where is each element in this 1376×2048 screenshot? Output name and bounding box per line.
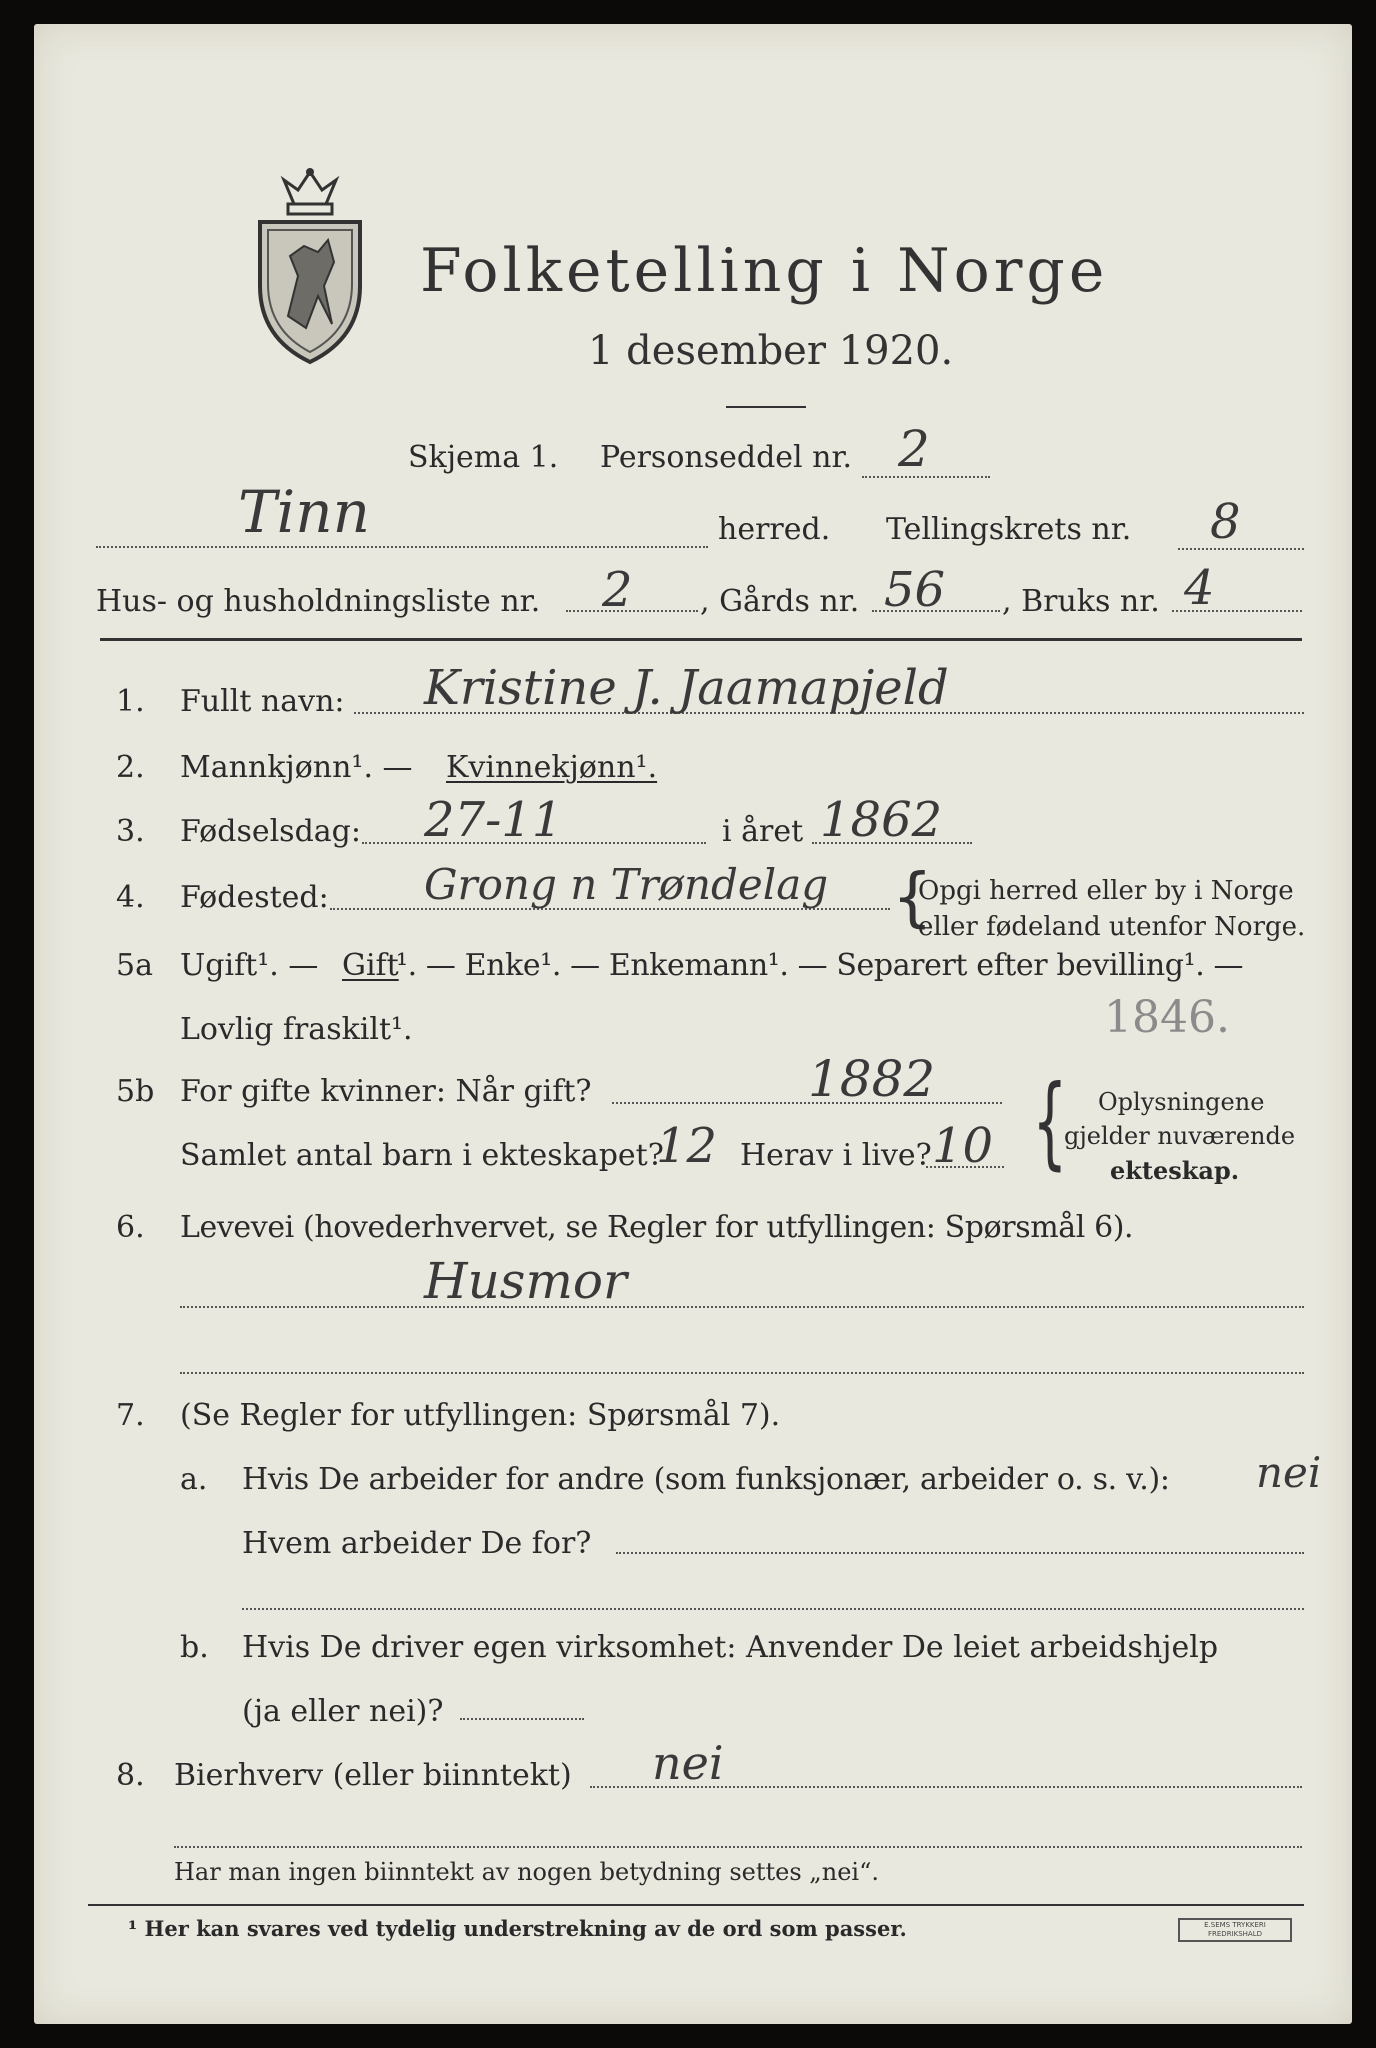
- q6-number: 6.: [116, 1210, 145, 1245]
- q7a-value: nei: [1256, 1448, 1322, 1497]
- bruks-value: 4: [1184, 560, 1215, 616]
- gards-value: 56: [884, 562, 946, 618]
- tellingskrets-line: [1178, 548, 1304, 550]
- q4-brace: {: [892, 861, 933, 935]
- q3-year-value: 1862: [820, 792, 943, 848]
- q5a-number: 5a: [116, 948, 153, 983]
- q7-label: (Se Regler for utfyllingen: Spørsmål 7).: [180, 1398, 781, 1433]
- q7b-line: [460, 1718, 584, 1720]
- q8-number: 8.: [116, 1758, 145, 1793]
- herred-label: herred.: [718, 512, 831, 547]
- q5a-divorced: Lovlig fraskilt¹.: [180, 1012, 413, 1047]
- q6-value: Husmor: [424, 1252, 627, 1310]
- q5a-other-options: ¹. — Enke¹. — Enkemann¹. — Separert efter bevilling¹. —: [396, 948, 1244, 983]
- q6-line-1: [180, 1306, 1304, 1308]
- bruks-label: , Bruks nr.: [1002, 584, 1160, 619]
- q4-note-2: eller fødeland utenfor Norge.: [918, 912, 1306, 942]
- footer-note: Har man ingen biinntekt av nogen betydning settes „nei“.: [174, 1858, 879, 1886]
- footnote-divider: [88, 1904, 1304, 1906]
- herred-value: Tinn: [238, 478, 370, 546]
- schema-label: Skjema 1.: [408, 440, 559, 475]
- printer-stamp: E.SEMS TRYKKERI FREDRIKSHALD: [1178, 1918, 1292, 1942]
- q1-number: 1.: [116, 684, 145, 719]
- q5b-note-2: gjelder nuværende: [1064, 1122, 1296, 1150]
- personseddel-label: Personseddel nr.: [600, 440, 853, 475]
- q3-value: 27-11: [424, 792, 563, 848]
- title-divider: [726, 406, 806, 408]
- hus-value: 2: [602, 562, 633, 618]
- q3-number: 3.: [116, 814, 145, 849]
- q2-number: 2.: [116, 750, 145, 785]
- q8-label: Bierhverv (eller biinntekt): [174, 1758, 572, 1793]
- q7a-label: Hvis De arbeider for andre (som funksjonær, arbeider o. s. v.):: [242, 1462, 1170, 1497]
- tellingskrets-label: Tellingskrets nr.: [886, 512, 1132, 547]
- q1-label: Fullt navn:: [180, 684, 345, 719]
- q7a-employer-line: [616, 1552, 1304, 1554]
- q5b-married-when-value: 1882: [808, 1050, 936, 1108]
- q5a-married: Gift: [342, 948, 399, 983]
- q6-line-2: [180, 1372, 1304, 1374]
- q5b-number: 5b: [116, 1074, 155, 1109]
- q7a-employer-label: Hvem arbeider De for?: [242, 1526, 592, 1561]
- q5b-married-when-line: [612, 1102, 1002, 1104]
- q5b-note-1: Oplysningene: [1098, 1088, 1265, 1116]
- q7-number: 7.: [116, 1398, 145, 1433]
- q7a-letter: a.: [180, 1462, 208, 1497]
- footnote: ¹ Her kan svares ved tydelig understrekning av de ord som passer.: [128, 1916, 907, 1941]
- q5b-children-value: 12: [656, 1118, 718, 1174]
- q2-male: Mannkjønn¹. —: [180, 750, 413, 785]
- q7b-label: Hvis De driver egen virksomhet: Anvender De leiet arbeidshjelp: [242, 1630, 1219, 1665]
- form-title: Folketelling i Norge: [420, 236, 1109, 306]
- q4-number: 4.: [116, 880, 145, 915]
- gards-label: , Gårds nr.: [700, 584, 860, 619]
- q8-line-2: [174, 1846, 1302, 1848]
- q4-label: Fødested:: [180, 880, 329, 915]
- herred-line: [96, 546, 708, 548]
- personseddel-value: 2: [898, 420, 930, 478]
- census-date: 1 desember 1920.: [588, 328, 954, 374]
- q5a-unmarried: Ugift¹. —: [180, 948, 319, 983]
- q6-label: Levevei (hovederhvervet, se Regler for utfyllingen: Spørsmål 6).: [180, 1210, 1134, 1245]
- q5b-brace: {: [1032, 1063, 1068, 1180]
- q8-value: nei: [652, 1736, 724, 1790]
- coat-of-arms-icon: [254, 166, 366, 366]
- q5b-children-label: Samlet antal barn i ekteskapet?: [180, 1138, 664, 1173]
- hus-label: Hus- og husholdningsliste nr.: [96, 584, 541, 619]
- q7b-letter: b.: [180, 1630, 209, 1665]
- q7b-label-2: (ja eller nei)?: [242, 1694, 444, 1729]
- q5a-margin-note: 1846.: [1104, 992, 1230, 1043]
- q5b-alive-label: Herav i live?: [740, 1138, 932, 1173]
- q5b-note-3: ekteskap.: [1110, 1156, 1240, 1185]
- q7a-employer-line-2: [242, 1608, 1304, 1610]
- q5b-married-when-label: For gifte kvinner: Når gift?: [180, 1074, 592, 1109]
- header-divider: [100, 638, 1302, 641]
- tellingskrets-value: 8: [1210, 494, 1241, 550]
- q3-label: Fødselsdag:: [180, 814, 361, 849]
- q1-value: Kristine J. Jaamapjeld: [424, 660, 949, 716]
- q4-note-1: Opgi herred eller by i Norge: [918, 876, 1294, 906]
- q2-female: Kvinnekjønn¹.: [446, 750, 658, 785]
- q3-year-label: i året: [722, 814, 804, 849]
- q4-value: Grong n Trøndelag: [424, 860, 829, 909]
- q5b-alive-value: 10: [932, 1118, 994, 1174]
